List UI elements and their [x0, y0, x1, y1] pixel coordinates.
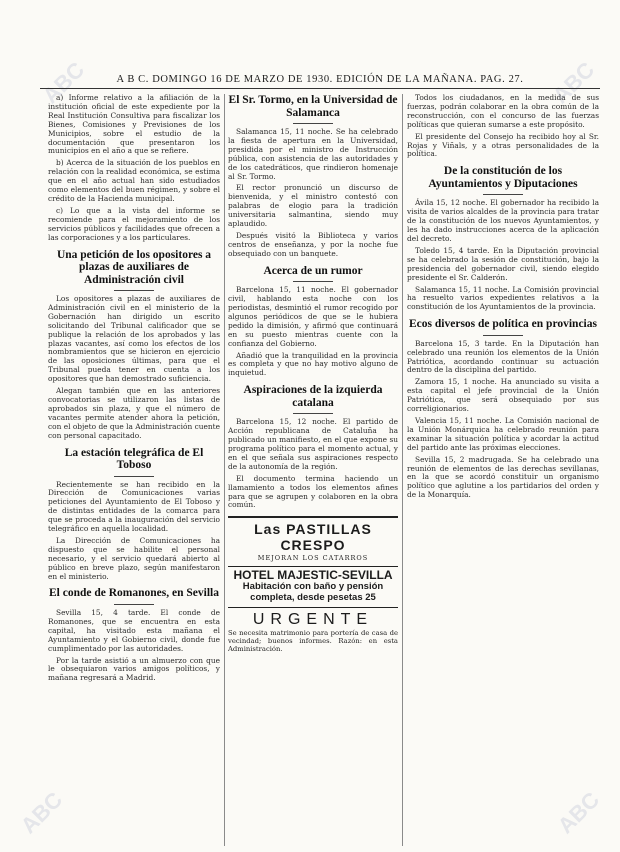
article-paragraph: Barcelona 15, 3 tarde. En la Diputación han celebrado una reunión los elementos de la Unión Patriótica, acordando continuar su actuación dentro de la disciplina del partido. [407, 338, 599, 375]
article-paragraph: Valencia 15, 11 noche. La Comisión nacional de la Unión Monárquica ha celebrado reunión para examinar la situación política y acordar la actitud del partido ante las próximas elecciones. [407, 415, 599, 452]
article-paragraph: Zamora 15, 1 noche. Ha anunciado su visita a esta capital el jefe provincial de la Unión Patriótica, que será obsequiado por sus correligionarios. [407, 377, 599, 414]
article-paragraph: El presidente del Consejo ha recibido hoy al Sr. Rojas y Viñals, y a otras personalidades de la política. [407, 131, 599, 159]
article-paragraph: c) Lo que a la vista del informe se recomiende para el mejoramiento de los servicios públicos y facilidades que ofrecen a las corporaciones y a los particulares. [48, 205, 220, 242]
headline-rule [293, 413, 333, 414]
article-paragraph: Todos los ciudadanos, en la medida de sus fuerzas, podrán colaborar en la obra común de la reconstrucción, con el concurso de las fuerzas políticas que quieran sumarse a este propósito. [407, 94, 599, 129]
article-headline: Acerca de un rumor [263, 264, 363, 277]
article-headline: Aspiraciones de la izquierda catalana [243, 384, 383, 409]
article-paragraph: El rector pronunció un discurso de bienvenida, y el ministro contestó con palabras de elogio para la tradición universitaria salmantina, siendo muy aplaudido. [228, 183, 398, 229]
article-headline: Una petición de los opositores a plazas de auxiliares de Administración civil [56, 248, 212, 286]
headline-rule [483, 335, 523, 336]
article-paragraph: Ávila 15, 12 noche. El gobernador ha recibido la visita de varios alcaldes de la provincia para tratar de la constitución de los nuevos Ayuntamientos, y les ha dado instrucciones acerca de la aplicación del decreto. [407, 198, 599, 243]
article-paragraph: Salamanca 15, 11 noche. Se ha celebrado la fiesta de apertura en la Universidad, presidida por el ministro de Instrucción pública, con asistencia de las autoridades y de los catedráticos, que rindieron homenaje al Sr. Tormo. [228, 127, 398, 181]
watermark-text: ABC [37, 56, 90, 109]
article-headline: De la constitución de los Ayuntamientos y Diputaciones [428, 165, 578, 190]
article-paragraph: Salamanca 15, 11 noche. La Comisión provincial ha resuelto varios expedientes relativos a la constitución de los Ayuntamientos de la provincia. [407, 284, 599, 312]
headline-rule [114, 290, 154, 291]
article-headline: La estación telegráfica de El Toboso [64, 446, 204, 471]
watermark-text: ABC [15, 786, 68, 839]
article-paragraph: Barcelona 15, 12 noche. El partido de Acción republicana de Cataluña ha publicado un manifiesto, en el que expone su programa político para el momento actual, y en el que señala sus aspiraciones respecto de la autonomía de la región. [228, 417, 398, 471]
article-paragraph: Añadió que la tranquilidad en la provincia es completa y que no hay motivo alguno de inquietud. [228, 350, 398, 378]
article-headline: El Sr. Tormo, en la Universidad de Salamanca [228, 94, 398, 119]
headline-rule [114, 476, 154, 477]
ad-hotel-name: HOTEL MAJESTIC-SEVILLA [233, 568, 393, 583]
article-paragraph: Los opositores a plazas de auxiliares de Administración civil en el ministerio de la Gobernación han dirigido un escrito solicitando del Tribunal calificador que se publique la relación de los aprobados y las plazas vacantes, así como los efectos de los nombramientos que se hicieron en ejercicio de las oposiciones últimas, para que el Tribunal pueda tener en cuenta a los opositores que han demostrado suficiencia. [48, 294, 220, 384]
ad-hotel [228, 566, 398, 603]
article-paragraph: Por la tarde asistió a un almuerzo con que le obsequiaron varios amigos políticos, y mañana regresará a Madrid. [48, 655, 220, 683]
article-paragraph: Barcelona 15, 11 noche. El gobernador civil, hablando esta noche con los periodistas, desmintió el rumor recogido por algunos periódicos de que se le hubiera pedido la dimisión, y afirmó que continuará en su puesto mientras cuente con la confianza del Gobierno. [228, 285, 398, 348]
watermark-text: ABC [552, 786, 605, 839]
ad-hotel-offer: Habitación con baño y pensión completa, desde pesetas 25 [242, 581, 384, 604]
ad-urgent-text: Se necesita matrimonio para portería de casa de vecindad; buenos informes. Razón: en esta Administración. [228, 629, 398, 654]
article-paragraph: Después visitó la Biblioteca y varios centros de enseñanza, y por la noche fue obsequiado con un banquete. [228, 230, 398, 258]
column-3 [407, 94, 599, 846]
article-paragraph: Toledo 15, 4 tarde. En la Diputación provincial se ha celebrado la sesión de constitución, bajo la presidencia del gobernador civil, siendo elegido presidente el Sr. Calderón. [407, 245, 599, 282]
column-divider [402, 94, 403, 846]
advertisement-block [228, 516, 398, 653]
column-1 [48, 94, 220, 846]
article-paragraph: Sevilla 15, 4 tarde. El conde de Romanones, que se encuentra en esta capital, ha visitado esta mañana el Ayuntamiento y el Gobierno civil, donde fue cumplimentado por las autoridades. [48, 607, 220, 653]
watermark-text: ABC [547, 56, 600, 109]
ad-pastillas-subtitle: MEJORAN LOS CATARROS [257, 554, 369, 563]
headline-rule [483, 194, 523, 195]
article-paragraph: Recientemente se han recibido en la Dirección de Comunicaciones varias peticiones del Ayuntamiento de El Toboso y de distintas entidades de la comarca para que se proceda a la inauguración del servicio telegráfico en aquella localidad. [48, 479, 220, 534]
article-headline: Ecos diversos de política en provincias [409, 318, 597, 331]
article-paragraph: b) Acerca de la situación de los pueblos en relación con la realidad económica, se estima que en el año actual han sido estudiados como elementos del buen régimen, y sobre el crédito de la Hacienda municipal. [48, 158, 220, 203]
headline-rule [114, 604, 154, 605]
column-2 [228, 94, 398, 846]
column-divider [224, 94, 225, 846]
article-paragraph: El documento termina haciendo un llamamiento a todos los elementos afines para que se agrupen y colaboren en la obra común. [228, 473, 398, 510]
article-paragraph: a) Informe relativo a la afiliación de la institución oficial de este expediente por la Real Institución Consultiva para fiscalizar los Bienes, Comisiones y Previsiones de los Municipios, sobre el estudio de la documentación que presentaron los municipios en el año a que se refiere. [48, 94, 220, 156]
ad-pastillas-title: Las PASTILLAS CRESPO [254, 521, 372, 554]
headline-rule [293, 281, 333, 282]
ad-urgent-title: URGENTE [228, 607, 398, 629]
article-headline: El conde de Romanones, en Sevilla [49, 587, 219, 600]
headline-rule [293, 123, 333, 124]
article-paragraph: Alegan también que en las anteriores convocatorias se utilizaron las listas de aprobados sin plaza, y que el número de vacantes permite atender ahora la petición, con el objeto de que la Administración cuente con personal capacitado. [48, 386, 220, 440]
article-paragraph: Sevilla 15, 2 madrugada. Se ha celebrado una reunión de elementos de las derechas sevillanas, en la que se acordó constituir un organismo político que aglutine a los partidarios del orden y de la Monarquía. [407, 454, 599, 500]
page-masthead: A B C. DOMINGO 16 DE MARZO DE 1930. EDICIÓN DE LA MAÑANA. PAG. 27. [40, 74, 600, 89]
article-paragraph: La Dirección de Comunicaciones ha dispuesto que se habilite el personal necesario, y el servicio quedará abierto al público en breve plazo, según manifestaron en el ministerio. [48, 535, 220, 581]
